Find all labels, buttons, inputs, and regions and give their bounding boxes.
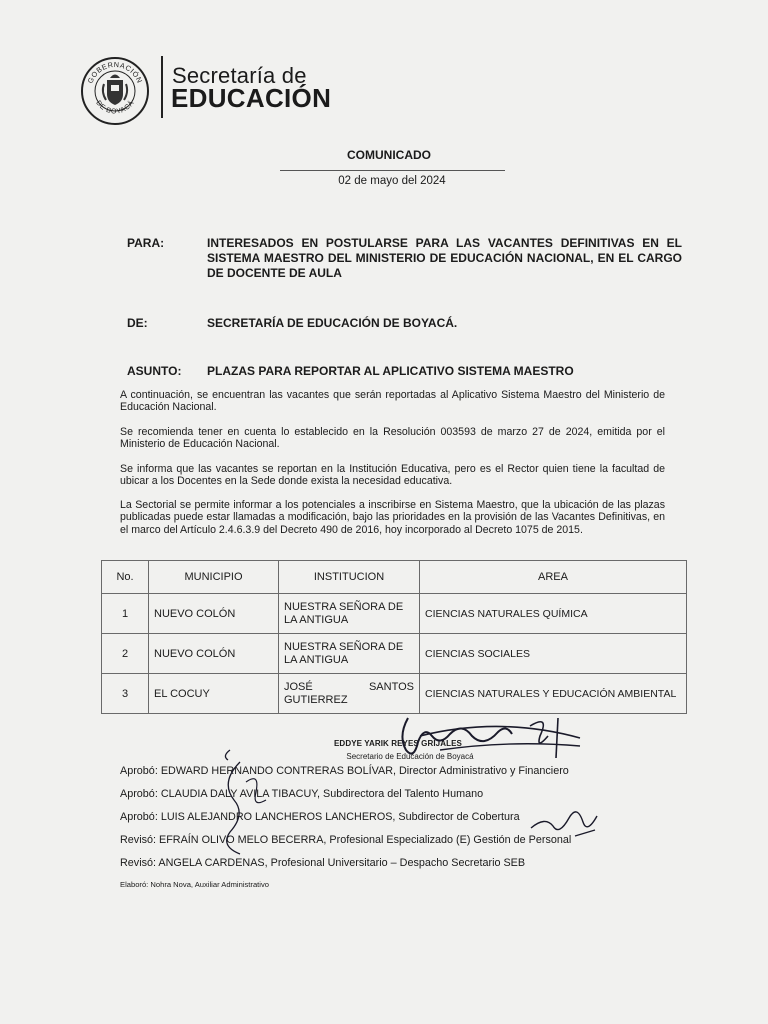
approval-label: Aprobó: <box>120 788 158 800</box>
asunto-label: ASUNTO: <box>127 364 182 378</box>
cell-area: CIENCIAS NATURALES Y EDUCACIÓN AMBIENTAL <box>420 674 687 714</box>
cell-municipio: NUEVO COLÓN <box>149 594 279 634</box>
approval-label: Aprobó: <box>120 765 158 777</box>
table-row <box>102 674 687 714</box>
cell-area: CIENCIAS SOCIALES <box>420 634 687 674</box>
cell-no: 3 <box>102 674 149 714</box>
de-value: SECRETARÍA DE EDUCACIÓN DE BOYACÁ. <box>207 316 458 330</box>
body-paragraph: La Sectorial se permite informar a los potenciales a inscribirse en Sistema Maestro, que la ubicación de las plazas publicadas puede estar llamadas a modificación, bajo las prioridades en la provisión de las Vacantes Definitivas, en el marco del Artículo 2.4.6.3.9 del Decreto 490 de 2016, hoy incorporado al Decreto 1075 de 2015. <box>120 499 665 536</box>
header-institucion: INSTITUCION <box>279 561 420 594</box>
cell-no: 1 <box>102 594 149 634</box>
approval-text: ANGELA CARDENAS, Profesional Universitario – Despacho Secretario SEB <box>158 857 526 869</box>
approval-label: Aprobó: <box>120 811 158 823</box>
approval-text: CLAUDIA DALY AVILA TIBACUY, Subdirectora del Talento Humano <box>160 788 484 800</box>
signatory-name: EDDYE YARIK REYES GRIJALES <box>334 739 462 748</box>
header-area: AREA <box>420 561 687 594</box>
approval-line <box>120 857 525 869</box>
svg-text:GOBERNACIÓN: GOBERNACIÓN <box>85 59 145 85</box>
table-row <box>102 594 687 634</box>
header-no: No. <box>102 561 149 594</box>
para-value: INTERESADOS EN POSTULARSE PARA LAS VACANTES DEFINITIVAS EN EL SISTEMA MAESTRO DEL MINISTERIO DE EDUCACIÓN NACIONAL, EN EL CARGO DE DOCENTE DE AULA <box>207 236 682 280</box>
approval-text: EFRAÍN OLIVO MELO BECERRA, Profesional Especializado (E) Gestión de Personal <box>159 834 572 846</box>
approval-line <box>120 765 569 777</box>
approval-label: Revisó: <box>120 857 157 869</box>
cell-institucion <box>279 594 420 634</box>
brand-divider <box>161 56 163 118</box>
approval-line <box>120 834 571 846</box>
cell-institucion-line: NUESTRA SEÑORA DE <box>284 600 404 613</box>
document-date: 02 de mayo del 2024 <box>338 175 446 187</box>
asunto-value: PLAZAS PARA REPORTAR AL APLICATIVO SISTEMA MAESTRO <box>207 364 574 378</box>
brand-title-line1: Secretaría de <box>172 63 307 88</box>
approval-line <box>120 811 520 823</box>
cell-no: 2 <box>102 634 149 674</box>
gobernacion-seal-logo <box>80 56 150 126</box>
body-paragraph: A continuación, se encuentran las vacantes que serán reportadas al Aplicativo Sistema Maestro del Ministerio de Educación Nacional. <box>120 389 665 414</box>
cell-institucion-line: GUTIERREZ <box>284 693 348 706</box>
svg-text:DE BOYACÁ: DE BOYACÁ <box>94 99 136 116</box>
title-rule <box>280 170 505 171</box>
brand-title-line2: EDUCACIÓN <box>171 83 332 113</box>
header-municipio: MUNICIPIO <box>149 561 279 594</box>
cell-institucion-line: JOSÉ SANTOS <box>284 680 414 693</box>
cell-area: CIENCIAS NATURALES QUÍMICA <box>420 594 687 634</box>
cell-municipio: NUEVO COLÓN <box>149 634 279 674</box>
table-row <box>102 634 687 674</box>
document-title: COMUNICADO <box>347 148 431 162</box>
elaborated-by: Elaboró: Nohra Nova, Auxiliar Administrativo <box>120 880 269 889</box>
cell-institucion <box>279 674 420 714</box>
body-paragraph: Se recomienda tener en cuenta lo establecido en la Resolución 003593 de marzo 27 de 2024, emitida por el Ministerio de Educación Nacional. <box>120 426 665 451</box>
table-header-row <box>102 561 687 594</box>
cell-institucion-line: LA ANTIGUA <box>284 613 349 626</box>
body-paragraph: Se informa que las vacantes se reportan en la Institución Educativa, pero es el Rector quien tiene la facultad de ubicar a los Docentes en la Sede donde exista la necesidad educativa. <box>120 463 665 488</box>
approval-text: LUIS ALEJANDRO LANCHEROS LANCHEROS, Subdirector de Cobertura <box>160 811 520 823</box>
vacancies-table <box>101 560 687 714</box>
approval-line <box>120 788 483 800</box>
cell-municipio: EL COCUY <box>149 674 279 714</box>
approval-text: EDWARD HERNANDO CONTRERAS BOLÍVAR, Director Administrativo y Financiero <box>160 765 569 777</box>
para-label: PARA: <box>127 236 165 250</box>
de-label: DE: <box>127 316 148 330</box>
approval-label: Revisó: <box>120 834 157 846</box>
cell-institucion <box>279 634 420 674</box>
cell-institucion-line: LA ANTIGUA <box>284 653 349 666</box>
cell-institucion-line: NUESTRA SEÑORA DE <box>284 640 404 653</box>
signatory-title: Secretario de Educación de Boyacá <box>346 752 474 761</box>
